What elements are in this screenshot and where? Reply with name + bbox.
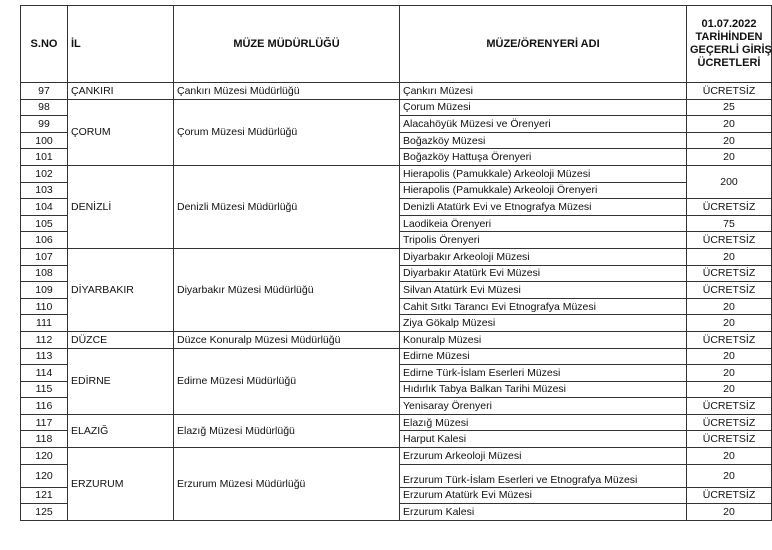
- table-row: [21, 165, 772, 182]
- cell-fee: ÜCRETSİZ: [687, 414, 772, 431]
- cell-sno: 112: [21, 331, 68, 348]
- cell-sno: 120: [21, 464, 68, 487]
- cell-muze: Harput Kalesi: [400, 431, 687, 448]
- cell-mudurluk: Edirne Müzesi Müdürlüğü: [174, 348, 400, 414]
- cell-mudurluk: Çorum Müzesi Müdürlüğü: [174, 99, 400, 165]
- cell-muze: Boğazköy Hattuşa Örenyeri: [400, 149, 687, 166]
- cell-fee: 20: [687, 132, 772, 149]
- header-sno: S.NO: [21, 6, 68, 83]
- cell-sno: 107: [21, 248, 68, 265]
- cell-fee: ÜCRETSİZ: [687, 265, 772, 282]
- cell-muze: Konuralp Müzesi: [400, 331, 687, 348]
- cell-il: ERZURUM: [68, 448, 174, 521]
- cell-fee: 20: [687, 248, 772, 265]
- cell-fee: 20: [687, 448, 772, 465]
- cell-muze: Laodikeia Örenyeri: [400, 215, 687, 232]
- cell-sno: 97: [21, 83, 68, 100]
- cell-mudurluk: Çankırı Müzesi Müdürlüğü: [174, 83, 400, 100]
- document-page: [20, 5, 772, 521]
- table-row: [21, 248, 772, 265]
- cell-fee: 20: [687, 116, 772, 133]
- table-row: [21, 448, 772, 465]
- cell-sno: 103: [21, 182, 68, 199]
- table-row: [21, 414, 772, 431]
- cell-sno: 106: [21, 232, 68, 249]
- cell-sno: 98: [21, 99, 68, 116]
- cell-fee: 20: [687, 348, 772, 365]
- cell-sno: 99: [21, 116, 68, 133]
- cell-sno: 102: [21, 165, 68, 182]
- cell-il: EDİRNE: [68, 348, 174, 414]
- cell-muze: Silvan Atatürk Evi Müzesi: [400, 282, 687, 299]
- cell-il: ELAZIĞ: [68, 414, 174, 447]
- cell-sno: 121: [21, 487, 68, 504]
- cell-muze: Tripolis Örenyeri: [400, 232, 687, 249]
- table-body: [21, 83, 772, 521]
- cell-muze: Erzurum Kalesi: [400, 504, 687, 521]
- cell-sno: 125: [21, 504, 68, 521]
- cell-sno: 100: [21, 132, 68, 149]
- cell-muze: Alacahöyük Müzesi ve Örenyeri: [400, 116, 687, 133]
- cell-sno: 110: [21, 298, 68, 315]
- cell-muze: Elazığ Müzesi: [400, 414, 687, 431]
- cell-fee: 20: [687, 298, 772, 315]
- cell-muze: Erzurum Atatürk Evi Müzesi: [400, 487, 687, 504]
- cell-mudurluk: Düzce Konuralp Müzesi Müdürlüğü: [174, 331, 400, 348]
- cell-fee: 20: [687, 365, 772, 382]
- cell-muze: Boğazköy Müzesi: [400, 132, 687, 149]
- cell-il: DİYARBAKIR: [68, 248, 174, 331]
- cell-sno: 113: [21, 348, 68, 365]
- header-ucret-line3: GEÇERLİ GİRİŞ: [690, 44, 772, 56]
- cell-muze: Çorum Müzesi: [400, 99, 687, 116]
- cell-muze: Diyarbakır Atatürk Evi Müzesi: [400, 265, 687, 282]
- cell-muze: Cahit Sıtkı Tarancı Evi Etnografya Müzesi: [400, 298, 687, 315]
- cell-sno: 109: [21, 282, 68, 299]
- cell-sno: 115: [21, 381, 68, 398]
- header-mudurluk: MÜZE MÜDÜRLÜĞÜ: [174, 6, 400, 83]
- cell-il: ÇORUM: [68, 99, 174, 165]
- cell-fee: ÜCRETSİZ: [687, 487, 772, 504]
- cell-il: ÇANKIRI: [68, 83, 174, 100]
- cell-fee: ÜCRETSİZ: [687, 431, 772, 448]
- cell-fee: ÜCRETSİZ: [687, 199, 772, 216]
- cell-fee: 20: [687, 149, 772, 166]
- cell-muze: Denizli Atatürk Evi ve Etnografya Müzesi: [400, 199, 687, 216]
- cell-fee: 25: [687, 99, 772, 116]
- table-row: [21, 83, 772, 100]
- cell-fee: ÜCRETSİZ: [687, 232, 772, 249]
- cell-sno: 118: [21, 431, 68, 448]
- cell-muze: Çankırı Müzesi: [400, 83, 687, 100]
- cell-sno: 108: [21, 265, 68, 282]
- header-ucret: [687, 6, 772, 83]
- cell-fee: 20: [687, 464, 772, 487]
- header-ucret-line1: 01.07.2022: [701, 18, 757, 30]
- cell-muze: Erzurum Arkeoloji Müzesi: [400, 448, 687, 465]
- cell-il: DÜZCE: [68, 331, 174, 348]
- cell-muze: Erzurum Türk-İslam Eserleri ve Etnografya Müzesi: [400, 464, 687, 487]
- cell-sno: 120: [21, 448, 68, 465]
- cell-sno: 104: [21, 199, 68, 216]
- header-ucret-line2: TARİHİNDEN: [695, 31, 763, 43]
- table-row: [21, 348, 772, 365]
- cell-fee: 200: [687, 165, 772, 198]
- cell-mudurluk: Elazığ Müzesi Müdürlüğü: [174, 414, 400, 447]
- cell-fee: 20: [687, 381, 772, 398]
- cell-fee: ÜCRETSİZ: [687, 83, 772, 100]
- cell-mudurluk: Denizli Müzesi Müdürlüğü: [174, 165, 400, 248]
- cell-fee: ÜCRETSİZ: [687, 282, 772, 299]
- cell-muze: Ziya Gökalp Müzesi: [400, 315, 687, 332]
- header-ucret-line4: ÜCRETLERİ: [697, 57, 761, 69]
- table-row: [21, 99, 772, 116]
- header-il: İL: [68, 6, 174, 83]
- cell-muze: Hierapolis (Pamukkale) Arkeoloji Örenyeri: [400, 182, 687, 199]
- cell-il: DENİZLİ: [68, 165, 174, 248]
- cell-sno: 116: [21, 398, 68, 415]
- cell-sno: 111: [21, 315, 68, 332]
- cell-muze: Hierapolis (Pamukkale) Arkeoloji Müzesi: [400, 165, 687, 182]
- cell-sno: 114: [21, 365, 68, 382]
- cell-mudurluk: Erzurum Müzesi Müdürlüğü: [174, 448, 400, 521]
- header-muze: MÜZE/ÖRENYERİ ADI: [400, 6, 687, 83]
- cell-muze: Hıdırlık Tabya Balkan Tarihi Müzesi: [400, 381, 687, 398]
- table-row: [21, 331, 772, 348]
- cell-muze: Edirne Türk-İslam Eserleri Müzesi: [400, 365, 687, 382]
- museum-fee-table: [20, 5, 772, 521]
- cell-muze: Yenisaray Örenyeri: [400, 398, 687, 415]
- cell-fee: ÜCRETSİZ: [687, 398, 772, 415]
- cell-muze: Diyarbakır Arkeoloji Müzesi: [400, 248, 687, 265]
- cell-mudurluk: Diyarbakır Müzesi Müdürlüğü: [174, 248, 400, 331]
- cell-sno: 101: [21, 149, 68, 166]
- table-header-row: [21, 6, 772, 83]
- cell-fee: 20: [687, 504, 772, 521]
- cell-sno: 117: [21, 414, 68, 431]
- cell-sno: 105: [21, 215, 68, 232]
- cell-muze: Edirne Müzesi: [400, 348, 687, 365]
- cell-fee: 75: [687, 215, 772, 232]
- cell-fee: 20: [687, 315, 772, 332]
- cell-fee: ÜCRETSİZ: [687, 331, 772, 348]
